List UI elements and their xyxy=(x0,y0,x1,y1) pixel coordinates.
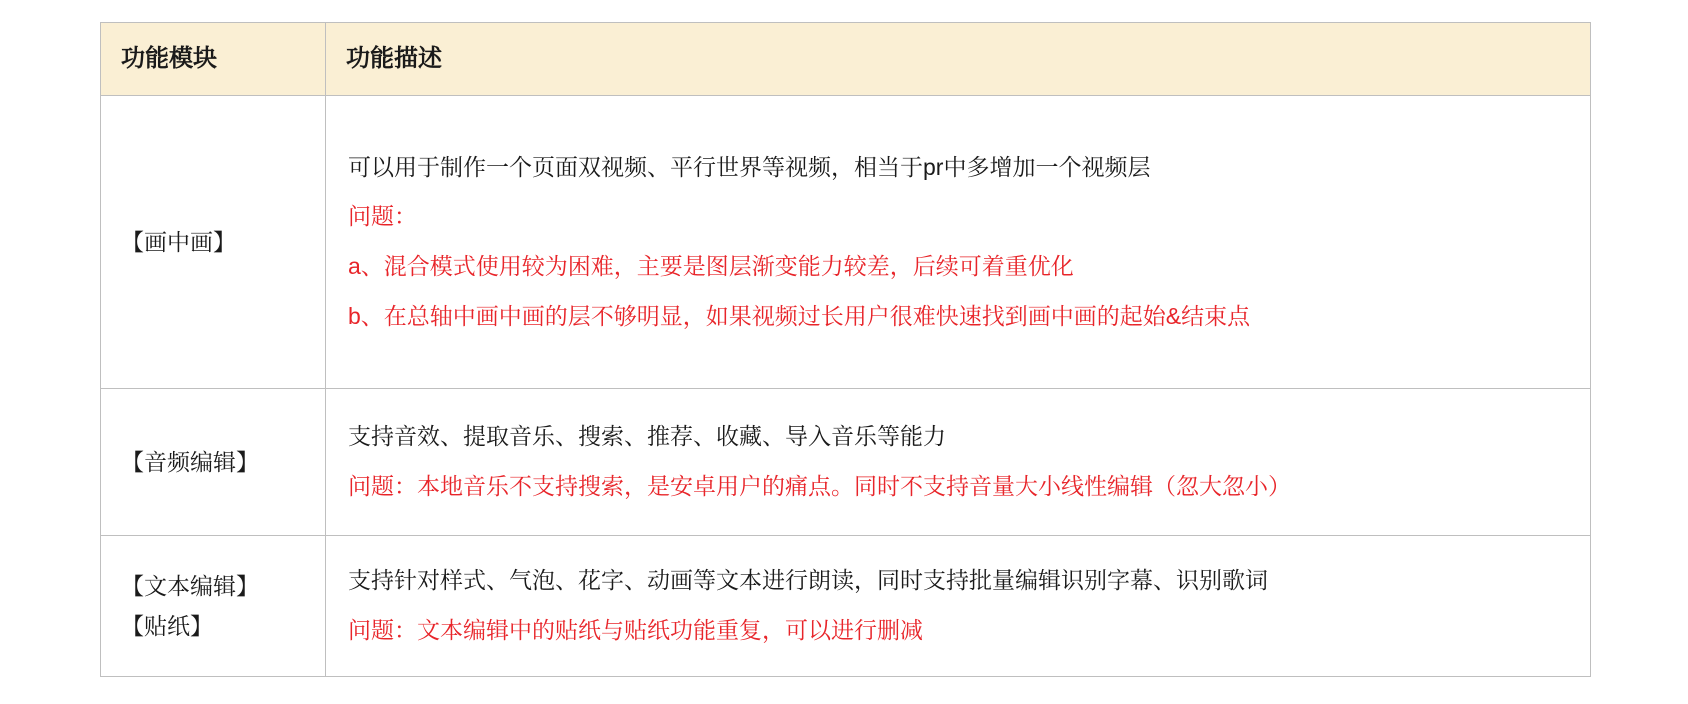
description-line-issue: 问题：本地音乐不支持搜索，是安卓用户的痛点。同时不支持音量大小线性编辑（忽大忽小） xyxy=(348,473,1291,499)
feature-table xyxy=(100,22,1591,677)
description-cell xyxy=(326,96,1591,389)
column-header-module xyxy=(101,23,326,96)
module-label: 【音频编辑】 xyxy=(121,448,259,475)
module-cell xyxy=(101,389,326,536)
description-line: 支持音效、提取音乐、搜索、推荐、收藏、导入音乐等能力 xyxy=(348,423,946,450)
module-label: 【文本编辑】 xyxy=(121,572,259,599)
description-cell xyxy=(326,389,1591,536)
description-line: 支持针对样式、气泡、花字、动画等文本进行朗读，同时支持批量编辑识别字幕、识别歌词 xyxy=(348,567,1268,594)
description-line-issue-b: b、在总轴中画中画的层不够明显，如果视频过长用户很难快速找到画中画的起始&结束点 xyxy=(348,302,1251,329)
table-body xyxy=(101,96,1591,677)
description-cell xyxy=(326,536,1591,677)
description-content xyxy=(326,129,1590,355)
column-header-description-label: 功能描述 xyxy=(346,45,442,73)
table-row xyxy=(101,96,1591,389)
module-label: 【画中画】 xyxy=(121,228,236,255)
table-row xyxy=(101,389,1591,536)
description-line-issue: 问题：文本编辑中的贴纸与贴纸功能重复，可以进行删减 xyxy=(348,617,923,643)
description-line: 可以用于制作一个页面双视频、平行世界等视频，相当于pr中多增加一个视频层 xyxy=(348,153,1151,180)
module-cell xyxy=(101,536,326,677)
table-row xyxy=(101,536,1591,677)
description-line-issue-a: a、混合模式使用较为困难，主要是图层渐变能力较差，后续可着重优化 xyxy=(348,253,1074,279)
column-header-module-label: 功能模块 xyxy=(121,45,217,73)
description-content xyxy=(326,398,1590,525)
table-header-row xyxy=(101,23,1591,96)
table-header xyxy=(101,23,1591,96)
module-cell xyxy=(101,96,326,389)
column-header-description xyxy=(326,23,1591,96)
description-content xyxy=(326,542,1590,669)
description-line-issue-label: 问题： xyxy=(348,203,417,230)
module-label-secondary: 【贴纸】 xyxy=(121,613,213,639)
